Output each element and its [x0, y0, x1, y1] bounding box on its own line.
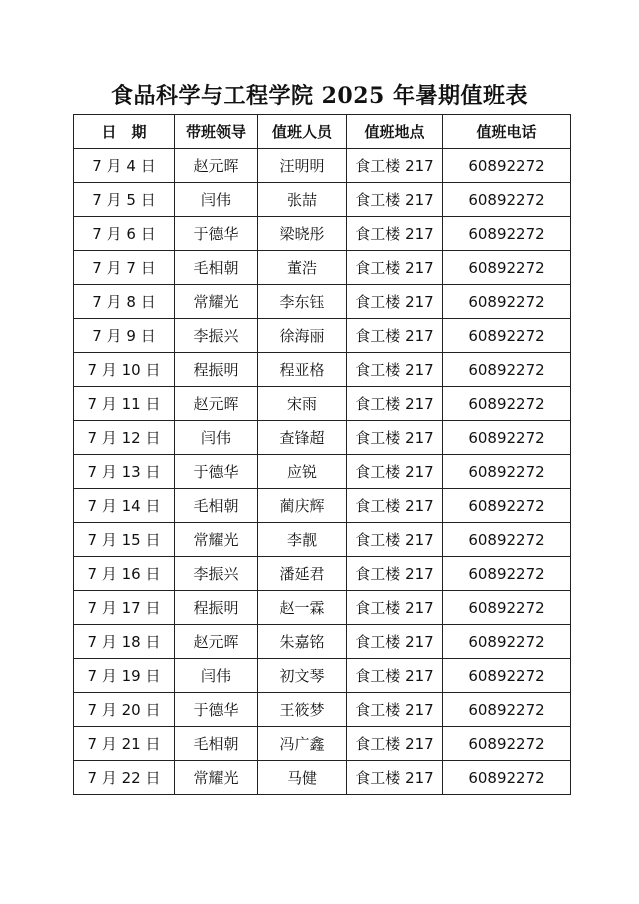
location-cell: 食工楼 217: [347, 285, 443, 319]
leader-cell: 赵元晖: [175, 149, 258, 183]
location-cell: 食工楼 217: [347, 625, 443, 659]
staff-cell: 梁晓彤: [258, 217, 347, 251]
staff-cell: 应锐: [258, 455, 347, 489]
phone-cell: 60892272: [443, 421, 571, 455]
leader-cell: 闫伟: [175, 183, 258, 217]
date-cell: 7 月 18 日: [74, 625, 175, 659]
phone-cell: 60892272: [443, 489, 571, 523]
table-row: [74, 387, 571, 421]
table-row: [74, 727, 571, 761]
date-cell: 7 月 15 日: [74, 523, 175, 557]
phone-cell: 60892272: [443, 591, 571, 625]
table-row: [74, 353, 571, 387]
date-cell: 7 月 19 日: [74, 659, 175, 693]
date-cell: 7 月 4 日: [74, 149, 175, 183]
date-cell: 7 月 8 日: [74, 285, 175, 319]
table-row: [74, 659, 571, 693]
column-header-phone: 值班电话: [443, 115, 571, 149]
location-cell: 食工楼 217: [347, 421, 443, 455]
location-cell: 食工楼 217: [347, 455, 443, 489]
leader-cell: 闫伟: [175, 659, 258, 693]
phone-cell: 60892272: [443, 761, 571, 795]
table-row: [74, 693, 571, 727]
date-cell: 7 月 16 日: [74, 557, 175, 591]
staff-cell: 汪明明: [258, 149, 347, 183]
phone-cell: 60892272: [443, 353, 571, 387]
leader-cell: 闫伟: [175, 421, 258, 455]
staff-cell: 蔺庆辉: [258, 489, 347, 523]
leader-cell: 于德华: [175, 693, 258, 727]
column-header-leader: 带班领导: [175, 115, 258, 149]
phone-cell: 60892272: [443, 251, 571, 285]
table-body: [74, 149, 571, 795]
leader-cell: 程振明: [175, 591, 258, 625]
staff-cell: 王筱梦: [258, 693, 347, 727]
phone-cell: 60892272: [443, 693, 571, 727]
phone-cell: 60892272: [443, 659, 571, 693]
phone-cell: 60892272: [443, 149, 571, 183]
staff-cell: 程亚格: [258, 353, 347, 387]
staff-cell: 朱嘉铭: [258, 625, 347, 659]
date-cell: 7 月 17 日: [74, 591, 175, 625]
location-cell: 食工楼 217: [347, 149, 443, 183]
staff-cell: 初文琴: [258, 659, 347, 693]
leader-cell: 程振明: [175, 353, 258, 387]
table-row: [74, 557, 571, 591]
leader-cell: 李振兴: [175, 557, 258, 591]
table-row: [74, 421, 571, 455]
leader-cell: 毛相朝: [175, 727, 258, 761]
date-cell: 7 月 9 日: [74, 319, 175, 353]
date-cell: 7 月 22 日: [74, 761, 175, 795]
date-cell: 7 月 20 日: [74, 693, 175, 727]
page-title: 食品科学与工程学院 2025 年暑期值班表: [110, 83, 529, 109]
location-cell: 食工楼 217: [347, 251, 443, 285]
phone-cell: 60892272: [443, 285, 571, 319]
date-cell: 7 月 10 日: [74, 353, 175, 387]
phone-cell: 60892272: [443, 455, 571, 489]
staff-cell: 潘延君: [258, 557, 347, 591]
location-cell: 食工楼 217: [347, 693, 443, 727]
staff-cell: 查锋超: [258, 421, 347, 455]
leader-cell: 常耀光: [175, 761, 258, 795]
phone-cell: 60892272: [443, 387, 571, 421]
staff-cell: 张喆: [258, 183, 347, 217]
staff-cell: 冯广鑫: [258, 727, 347, 761]
date-cell: 7 月 11 日: [74, 387, 175, 421]
staff-cell: 徐海丽: [258, 319, 347, 353]
staff-cell: 宋雨: [258, 387, 347, 421]
date-cell: 7 月 21 日: [74, 727, 175, 761]
phone-cell: 60892272: [443, 183, 571, 217]
header-row: [74, 115, 571, 149]
table-row: [74, 591, 571, 625]
table-header: [74, 115, 571, 149]
phone-cell: 60892272: [443, 523, 571, 557]
staff-cell: 马健: [258, 761, 347, 795]
date-cell: 7 月 14 日: [74, 489, 175, 523]
table-row: [74, 251, 571, 285]
phone-cell: 60892272: [443, 319, 571, 353]
staff-cell: 赵一霖: [258, 591, 347, 625]
table-row: [74, 217, 571, 251]
staff-cell: 李东钰: [258, 285, 347, 319]
phone-cell: 60892272: [443, 625, 571, 659]
location-cell: 食工楼 217: [347, 387, 443, 421]
table-row: [74, 489, 571, 523]
leader-cell: 毛相朝: [175, 489, 258, 523]
date-cell: 7 月 7 日: [74, 251, 175, 285]
leader-cell: 于德华: [175, 455, 258, 489]
leader-cell: 赵元晖: [175, 625, 258, 659]
date-cell: 7 月 5 日: [74, 183, 175, 217]
phone-cell: 60892272: [443, 557, 571, 591]
table-row: [74, 183, 571, 217]
date-cell: 7 月 6 日: [74, 217, 175, 251]
location-cell: 食工楼 217: [347, 659, 443, 693]
location-cell: 食工楼 217: [347, 523, 443, 557]
location-cell: 食工楼 217: [347, 353, 443, 387]
column-header-staff: 值班人员: [258, 115, 347, 149]
location-cell: 食工楼 217: [347, 183, 443, 217]
leader-cell: 赵元晖: [175, 387, 258, 421]
staff-cell: 李靓: [258, 523, 347, 557]
table-row: [74, 149, 571, 183]
table-row: [74, 761, 571, 795]
leader-cell: 李振兴: [175, 319, 258, 353]
table-row: [74, 625, 571, 659]
location-cell: 食工楼 217: [347, 489, 443, 523]
date-cell: 7 月 13 日: [74, 455, 175, 489]
column-header-location: 值班地点: [347, 115, 443, 149]
column-header-date: 日 期: [74, 115, 175, 149]
table-row: [74, 523, 571, 557]
leader-cell: 常耀光: [175, 285, 258, 319]
location-cell: 食工楼 217: [347, 557, 443, 591]
location-cell: 食工楼 217: [347, 727, 443, 761]
location-cell: 食工楼 217: [347, 217, 443, 251]
location-cell: 食工楼 217: [347, 319, 443, 353]
duty-schedule-table: [73, 114, 571, 795]
phone-cell: 60892272: [443, 727, 571, 761]
leader-cell: 常耀光: [175, 523, 258, 557]
location-cell: 食工楼 217: [347, 591, 443, 625]
table-row: [74, 455, 571, 489]
location-cell: 食工楼 217: [347, 761, 443, 795]
leader-cell: 毛相朝: [175, 251, 258, 285]
table-row: [74, 319, 571, 353]
date-cell: 7 月 12 日: [74, 421, 175, 455]
staff-cell: 董浩: [258, 251, 347, 285]
leader-cell: 于德华: [175, 217, 258, 251]
table-row: [74, 285, 571, 319]
phone-cell: 60892272: [443, 217, 571, 251]
